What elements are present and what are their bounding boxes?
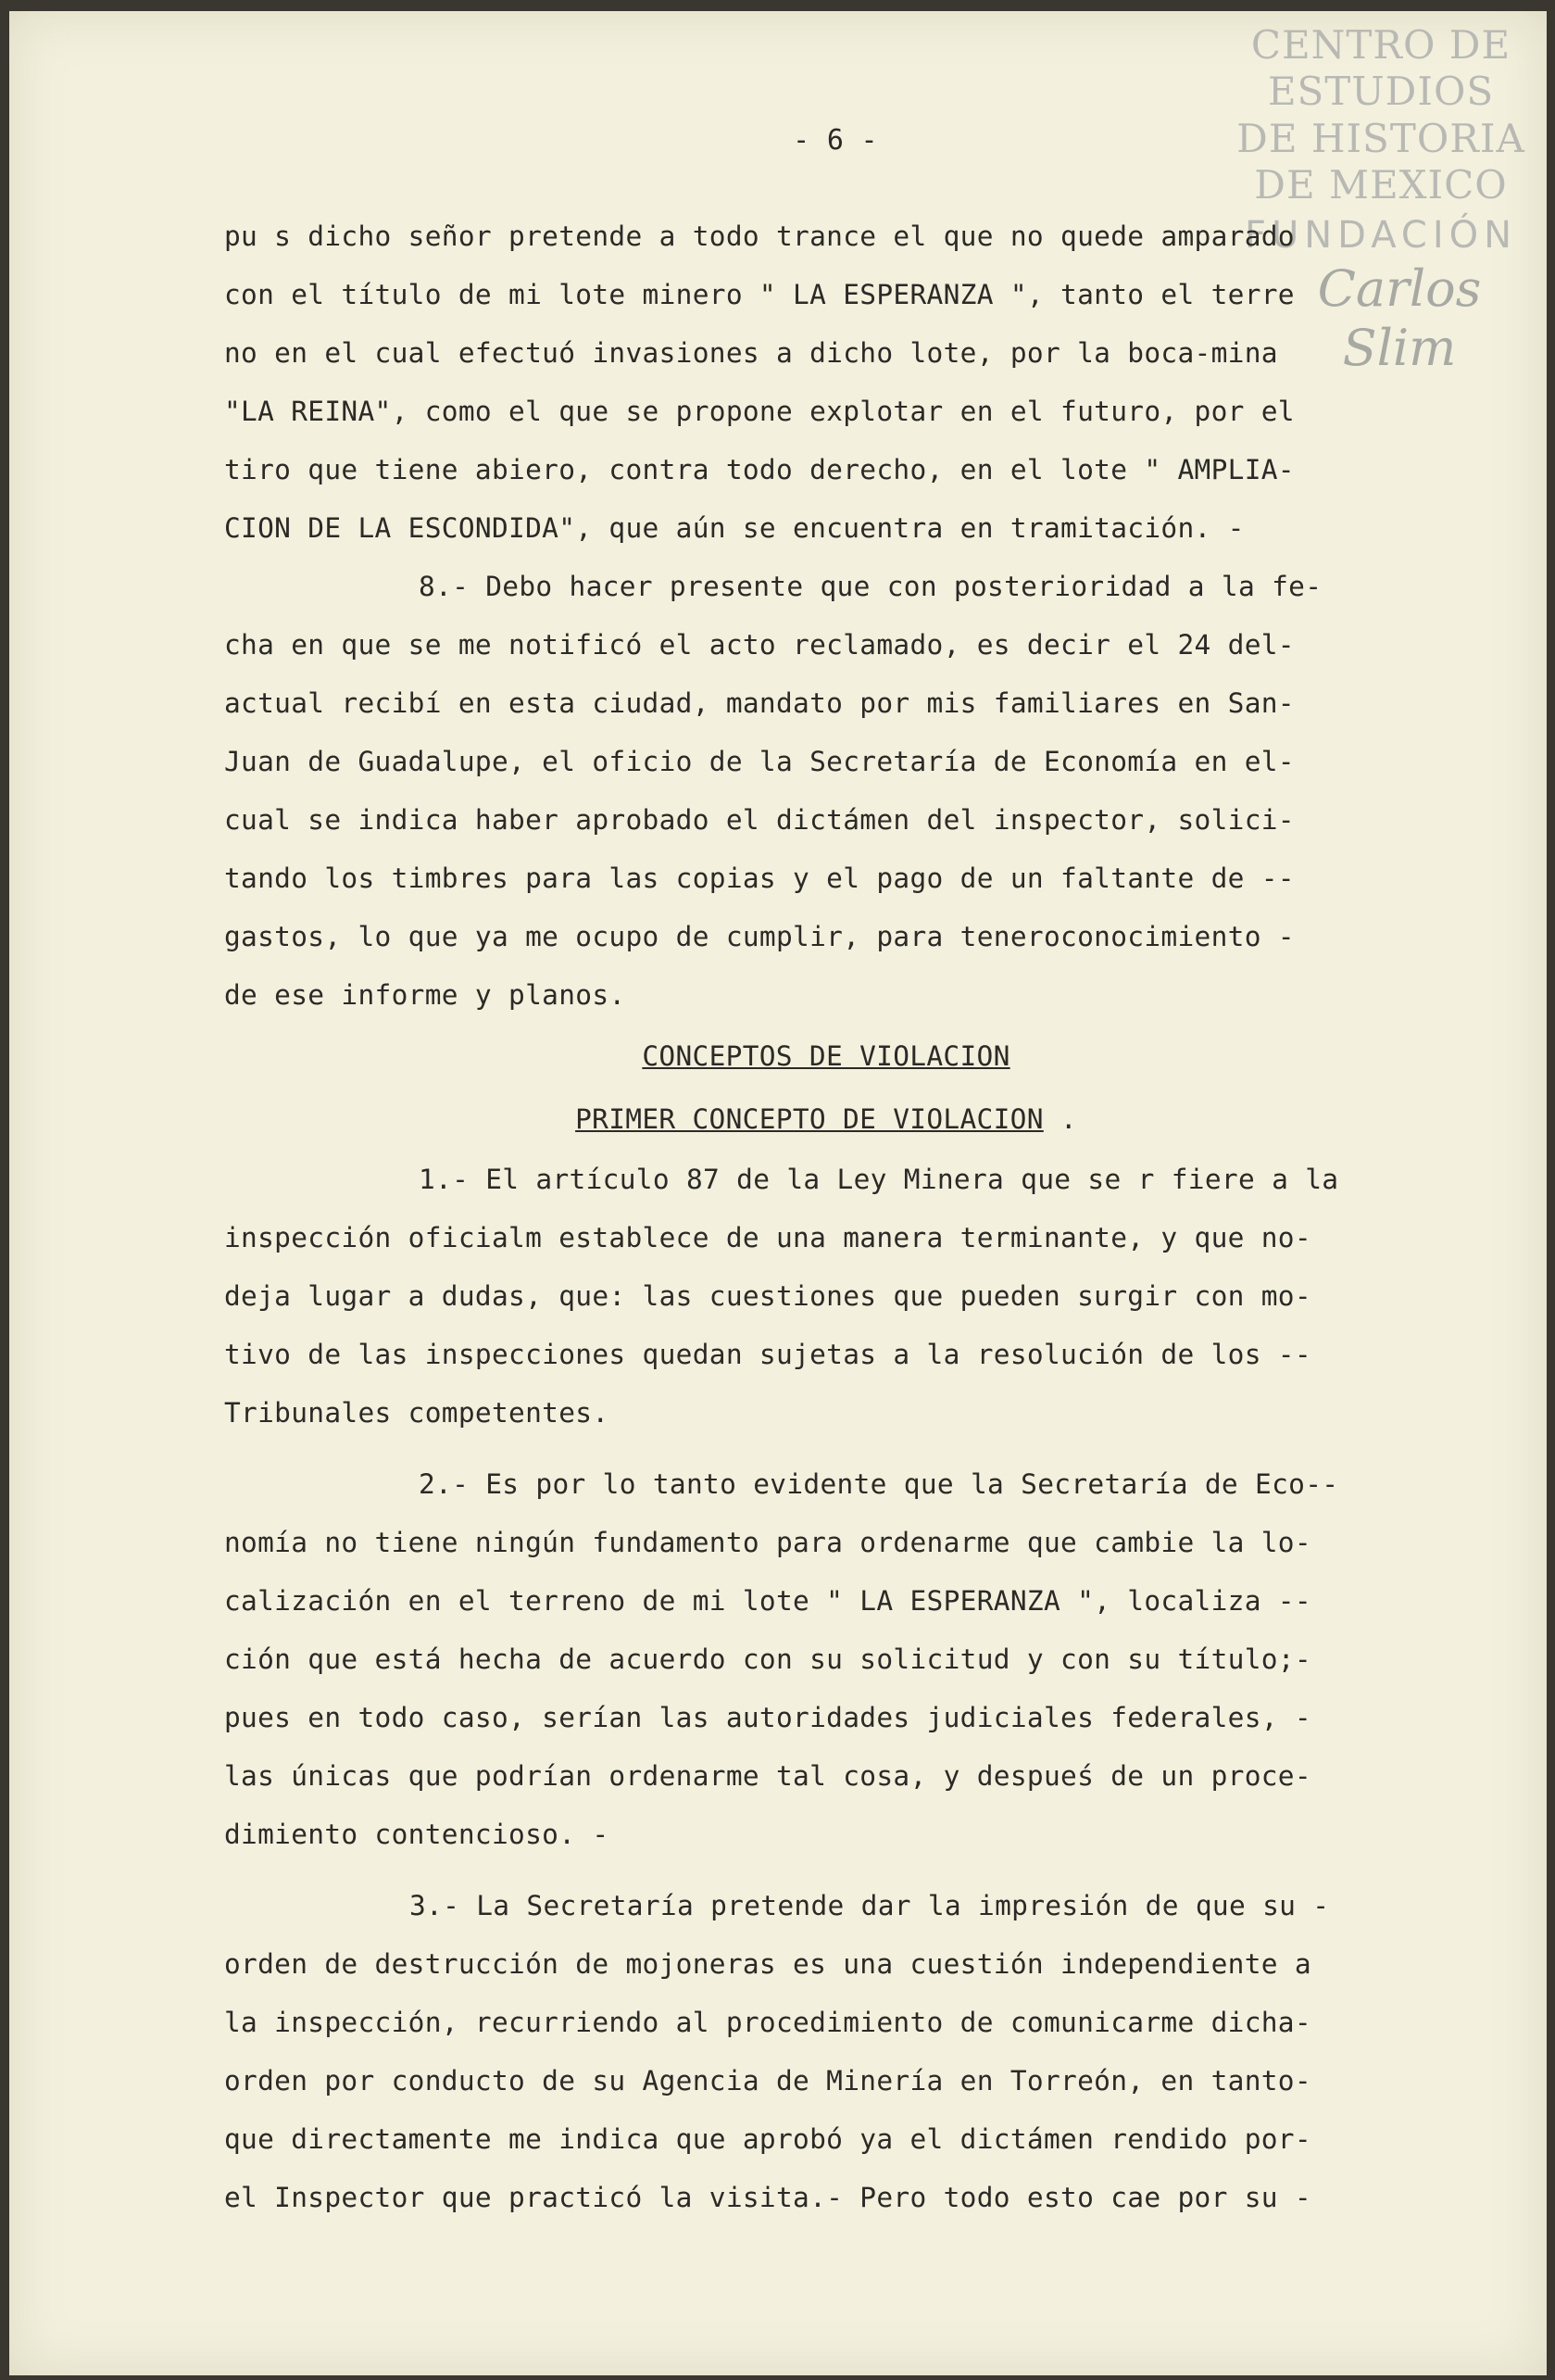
- spacer: [224, 1442, 1428, 1455]
- text-line: 8.- Debo hacer presente que con posterioridad a la fe-: [419, 571, 1323, 602]
- text-line: ción que está hecha de acuerdo con su solicitud y con su título;-: [224, 1643, 1311, 1675]
- text-line: calización en el terreno de mi lote " LA ESPERANZA ", localiza --: [224, 1585, 1311, 1617]
- text-line: 2.- Es por lo tanto evidente que la Secretaría de Eco--: [419, 1468, 1339, 1500]
- text-line: el Inspector que practicó la visita.- Pero todo esto cae por su -: [224, 2182, 1311, 2213]
- text-line: con el título de mi lote minero " LA ESPERANZA ", tanto el terre: [224, 279, 1295, 310]
- text-line: 1.- El artículo 87 de la Ley Minera que se r fiere a la: [419, 1164, 1339, 1195]
- text-line: tando los timbres para las copias y el pago de un faltante de --: [224, 863, 1295, 894]
- paragraph-continuation: [224, 208, 1428, 558]
- paragraph-item-1: [224, 1151, 1428, 1442]
- text-line: cual se indica haber aprobado el dictámen del inspector, solici-: [224, 804, 1295, 836]
- watermark-line-2: ESTUDIOS: [1267, 69, 1495, 115]
- subsection-heading-suffix: .: [1043, 1103, 1077, 1135]
- text-line: inspección oficialm establece de una manera terminante, y que no-: [224, 1222, 1311, 1253]
- text-line: la inspección, recurriendo al procedimiento de comunicarme dicha-: [224, 2007, 1311, 2038]
- text-line: orden por conducto de su Agencia de Minería en Torreón, en tanto-: [224, 2065, 1311, 2097]
- spacer: [224, 1864, 1428, 1877]
- text-line: pu s dicho señor pretende a todo trance el que no quede amparado: [224, 220, 1295, 252]
- watermark-line-3: DE HISTORIA: [1236, 115, 1525, 161]
- text-line: tivo de las inspecciones quedan sujetas a la resolución de los --: [224, 1339, 1311, 1370]
- watermark-signature: Carlos Slim: [1317, 258, 1482, 378]
- paragraph-item-2: [224, 1455, 1428, 1864]
- text-line: "LA REINA", como el que se propone explotar en el futuro, por el: [224, 396, 1295, 427]
- watermark-line-1: CENTRO DE: [1250, 22, 1511, 68]
- text-line: cha en que se me notificó el acto reclamado, es decir el 24 del-: [224, 629, 1295, 661]
- text-line: orden de destrucción de mojoneras es una cuestión independiente a: [224, 1948, 1311, 1980]
- watermark-fundacion: FUNDACIÓN: [1244, 213, 1518, 257]
- document-page: [9, 11, 1547, 2375]
- paragraph-8: [224, 558, 1428, 1025]
- paragraph-item-3: [224, 1877, 1428, 2227]
- text-line: tiro que tiene abiero, contra todo derecho, en el lote " AMPLIA-: [224, 454, 1295, 485]
- text-line: actual recibí en esta ciudad, mandato por mis familiares en San-: [224, 687, 1295, 719]
- subsection-heading: PRIMER CONCEPTO DE VIOLACION: [575, 1103, 1044, 1135]
- text-line: nomía no tiene ningún fundamento para ordenarme que cambie la lo-: [224, 1527, 1311, 1558]
- text-line: Juan de Guadalupe, el oficio de la Secretaría de Economía en el-: [224, 746, 1295, 777]
- section-heading: CONCEPTOS DE VIOLACION: [642, 1040, 1010, 1072]
- text-line: 3.- La Secretaría pretende dar la impresión de que su -: [409, 1890, 1330, 1921]
- text-line: las únicas que podrían ordenarme tal cosa, y despueś de un proce-: [224, 1760, 1311, 1792]
- subsection-heading-wrap: [224, 1088, 1428, 1151]
- text-line: gastos, lo que ya me ocupo de cumplir, para teneroconocimiento -: [224, 921, 1295, 952]
- text-line: que directamente me indica que aprobó ya el dictámen rendido por-: [224, 2123, 1311, 2155]
- text-line: CION DE LA ESCONDIDA", que aún se encuentra en tramitación. -: [224, 512, 1245, 544]
- text-line: dimiento contencioso. -: [224, 1819, 609, 1850]
- typed-text-body: [224, 124, 1428, 2227]
- watermark-line-4: DE MEXICO: [1254, 162, 1508, 208]
- text-line: no en el cual efectuó invasiones a dicho lote, por la boca-mina: [224, 337, 1278, 369]
- text-line: pues en todo caso, serían las autoridades judiciales federales, -: [224, 1702, 1311, 1733]
- text-line: deja lugar a dudas, que: las cuestiones que pueden surgir con mo-: [224, 1280, 1311, 1312]
- page-number: - 6 -: [793, 124, 878, 157]
- text-line: Tribunales competentes.: [224, 1397, 609, 1429]
- text-line: de ese informe y planos.: [224, 979, 626, 1011]
